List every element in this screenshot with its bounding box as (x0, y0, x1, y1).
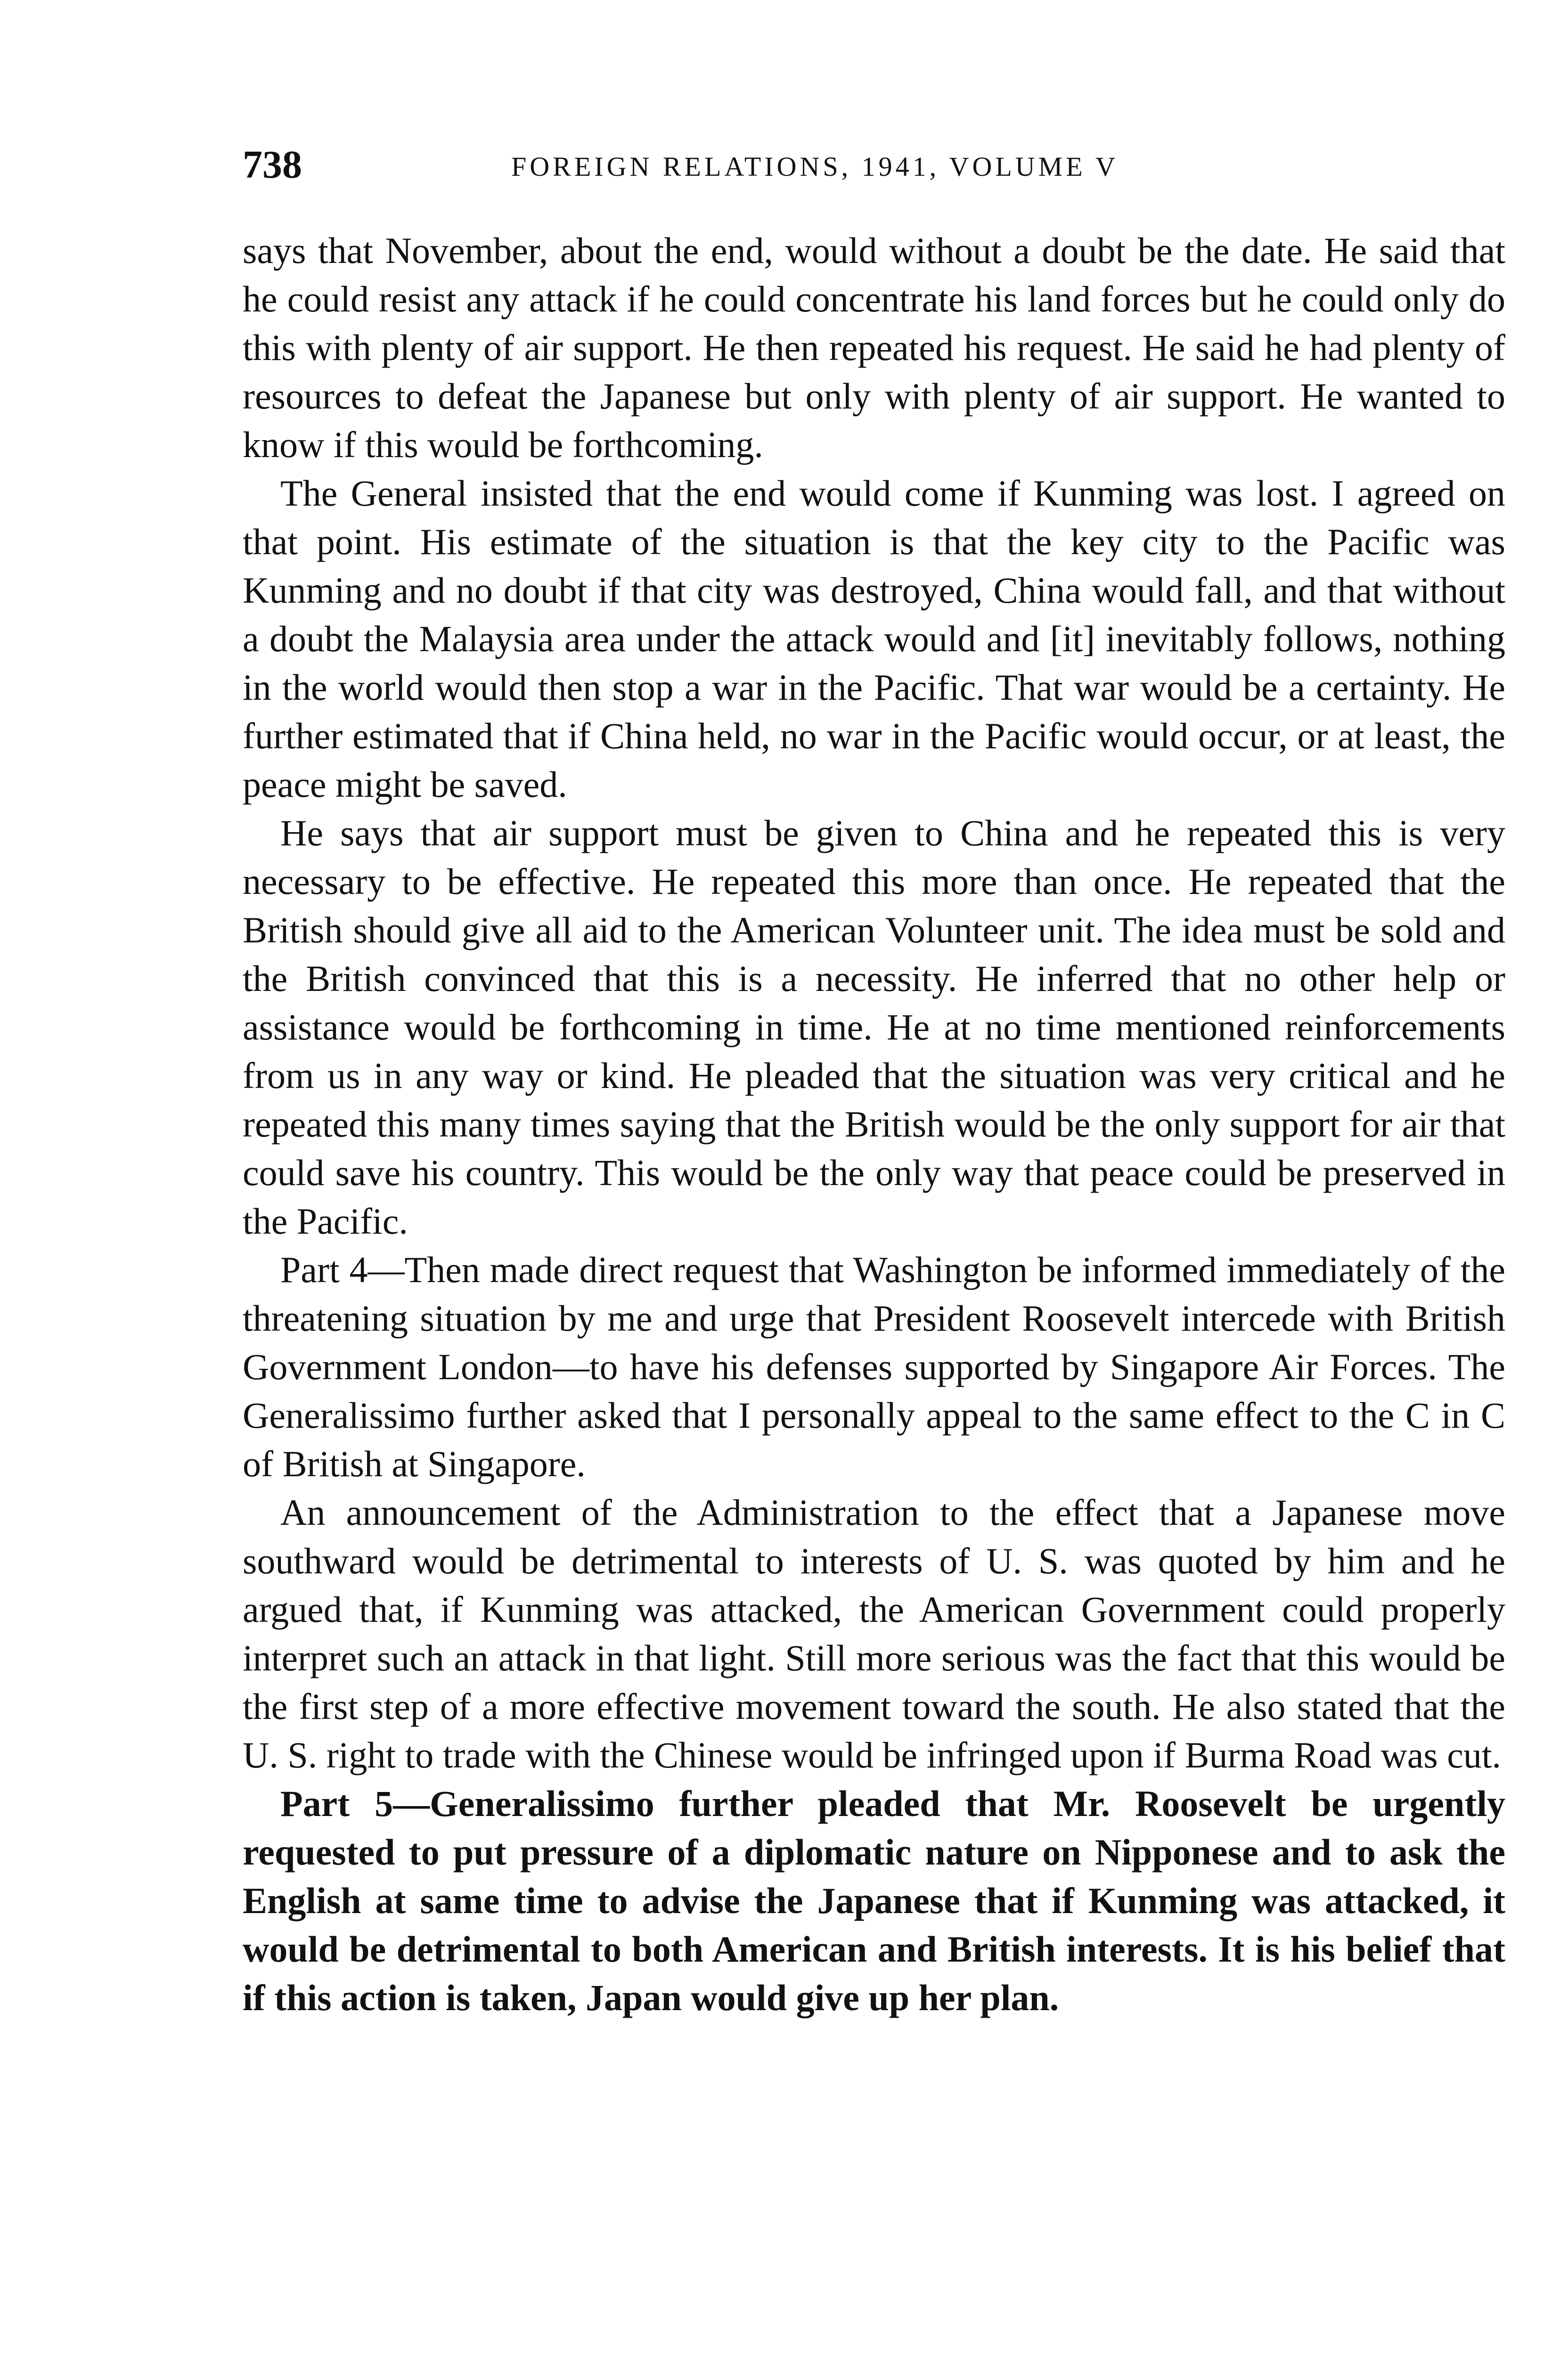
page-number: 738 (243, 143, 302, 187)
paragraph-3: He says that air support must be given to China and he repeated this is very necessary to be effective. He repeated this more than once. He repeated that the British should give all aid to the American Volunteer unit. The idea must be sold and the British convinced that this is a necessity. He inferred that no other help or assistance would be forthcoming in time. He at no time mentioned reinforcements from us in any way or kind. He pleaded that the situation was very critical and he repeated this many times saying that the British would be the only support for air that could save his country. This would be the only way that peace could be preserved in the Pacific. (243, 812, 1505, 1242)
body-text (243, 226, 1505, 2022)
paragraph-5: An announcement of the Administration to the effect that a Japanese move southward would be detrimental to interests of U. S. was quoted by him and he argued that, if Kunming was attacked, the American Government could properly interpret such an attack in that light. Still more serious was the fact that this would be the first step of a more effective movement toward the south. He also stated that the U. S. right to trade with the Chinese would be infringed upon if Burma Road was cut. (243, 1492, 1505, 1775)
paragraph-6: Part 5—Generalissimo further pleaded that Mr. Roosevelt be urgently requested to put pressure of a diplomatic nature on Nipponese and to ask the English at same time to advise the Japanese that if Kunming was attacked, it would be detrimental to both American and British interests. It is his belief that if this action is taken, Japan would give up her plan. (243, 1783, 1505, 2018)
paragraph-1: says that November, about the end, would without a doubt be the date. He said that he could resist any attack if he could concentrate his land forces but he could only do this with plenty of air support. He then repeated his request. He said he had plenty of resources to defeat the Japanese but only with plenty of air support. He wanted to know if this would be forthcoming. (243, 230, 1505, 465)
paragraph-4: Part 4—Then made direct request that Washington be informed immediately of the threatening situation by me and urge that President Roosevelt intercede with British Government London—to have his defenses supported by Singapore Air Forces. The Generalissimo further asked that I personally appeal to the same effect to the C in C of British at Singapore. (243, 1249, 1505, 1484)
running-head: FOREIGN RELATIONS, 1941, VOLUME V (511, 151, 1119, 182)
page-header (243, 141, 1505, 193)
paragraph-2: The General insisted that the end would come if Kunming was lost. I agreed on that point. His estimate of the situation is that the key city to the Pacific was Kunming and no doubt if that city was destroyed, China would fall, and that without a doubt the Malaysia area under the attack would and [it] inevitably follows, nothing in the world would then stop a war in the Pacific. That war would be a certainty. He further estimated that if China held, no war in the Pacific would occur, or at least, the peace might be saved. (243, 473, 1505, 805)
